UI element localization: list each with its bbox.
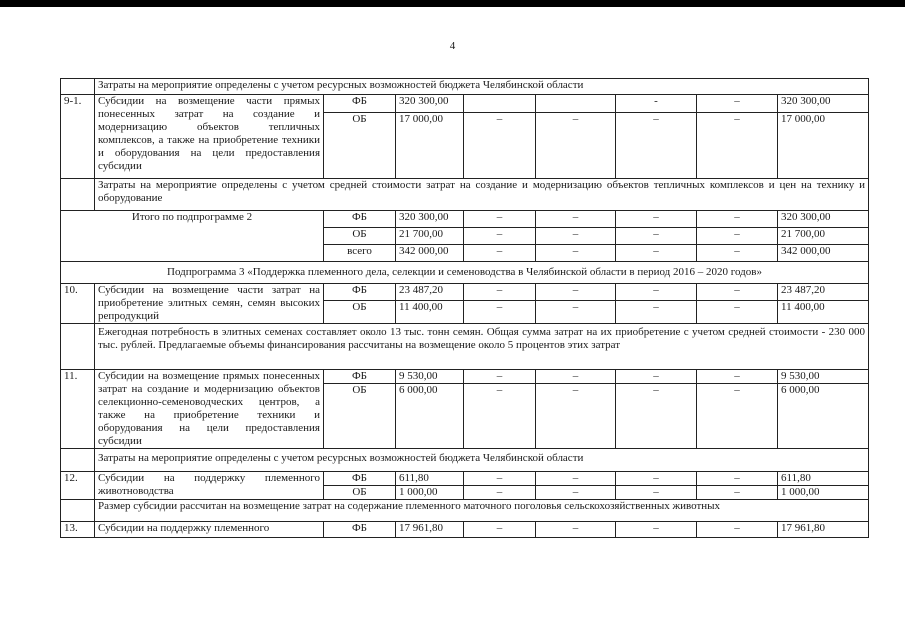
year-cell: – <box>616 245 697 262</box>
year-cell: – <box>536 522 616 538</box>
num-cell <box>61 449 95 472</box>
year-cell: – <box>616 301 697 324</box>
year-cell: – <box>464 486 536 500</box>
amount-cell: 1 000,00 <box>396 486 464 500</box>
table-row <box>61 95 869 113</box>
amount-cell: 9 530,00 <box>396 370 464 384</box>
funding-source: всего <box>324 245 396 262</box>
num-cell <box>61 324 95 370</box>
year-cell: – <box>697 384 778 449</box>
row-number: 12. <box>61 472 95 500</box>
table-row <box>61 449 869 472</box>
year-cell: – <box>464 384 536 449</box>
year-cell: – <box>464 284 536 301</box>
year-cell: – <box>697 370 778 384</box>
row-number: 11. <box>61 370 95 449</box>
funding-source: ФБ <box>324 522 396 538</box>
row-number: 10. <box>61 284 95 324</box>
year-cell: – <box>464 522 536 538</box>
funding-source: ФБ <box>324 284 396 301</box>
year-cell: – <box>697 301 778 324</box>
total-cell: 320 300,00 <box>778 95 869 113</box>
table-row <box>61 370 869 384</box>
table-row <box>61 79 869 95</box>
year-cell <box>464 95 536 113</box>
total-cell: 1 000,00 <box>778 486 869 500</box>
funding-source: ФБ <box>324 95 396 113</box>
year-cell: – <box>616 472 697 486</box>
year-cell: – <box>697 284 778 301</box>
year-cell: – <box>536 301 616 324</box>
amount-cell: 17 000,00 <box>396 113 464 179</box>
funding-source: ОБ <box>324 301 396 324</box>
total-cell: 320 300,00 <box>778 211 869 228</box>
year-cell: – <box>536 284 616 301</box>
year-cell: – <box>536 370 616 384</box>
total-cell: 23 487,20 <box>778 284 869 301</box>
year-cell: – <box>697 228 778 245</box>
row-description: Субсидии на возмещение прямых понесенных затрат на создание и модернизацию объектов селекционно-семеноводческих центров, а также на приобретение техники и оборудования на цели предоставления субсидии <box>95 370 324 449</box>
table-row <box>61 500 869 522</box>
year-cell: – <box>464 113 536 179</box>
amount-cell: 21 700,00 <box>396 228 464 245</box>
row-description: Субсидии на возмещение части затрат на приобретение элитных семян, семян высоких репродукций <box>95 284 324 324</box>
row-number: 9-1. <box>61 95 95 179</box>
year-cell: – <box>697 211 778 228</box>
year-cell: – <box>697 472 778 486</box>
table-row <box>61 284 869 301</box>
year-cell: – <box>616 211 697 228</box>
note-cell: Размер субсидии рассчитан на возмещение затрат на содержание племенного маточного поголовья сельскохозяйственных животных <box>95 500 869 522</box>
note-cell: Затраты на мероприятие определены с учетом ресурсных возможностей бюджета Челябинской области <box>95 79 869 95</box>
total-cell: 611,80 <box>778 472 869 486</box>
table-row <box>61 472 869 486</box>
amount-cell: 342 000,00 <box>396 245 464 262</box>
year-cell: – <box>536 113 616 179</box>
year-cell: – <box>464 245 536 262</box>
year-cell <box>536 95 616 113</box>
row-description: Субсидии на поддержку племенного <box>95 522 324 538</box>
table-row <box>61 522 869 538</box>
year-cell: – <box>616 284 697 301</box>
year-cell: – <box>464 472 536 486</box>
amount-cell: 17 961,80 <box>396 522 464 538</box>
subprogram-heading: Подпрограмма 3 «Поддержка племенного дела, селекции и семеноводства в Челябинской области в период 2016 – 2020 годов» <box>61 262 869 284</box>
year-cell: – <box>697 486 778 500</box>
num-cell <box>61 179 95 211</box>
subtotal-label: Итого по подпрограмме 2 <box>61 211 324 262</box>
table-row <box>61 179 869 211</box>
note-cell: Затраты на мероприятие определены с учетом средней стоимости затрат на создание и модернизацию объектов тепличных комплексов и цен на технику и оборудование <box>95 179 869 211</box>
year-cell: – <box>697 95 778 113</box>
total-cell: 6 000,00 <box>778 384 869 449</box>
table-row <box>61 324 869 370</box>
num-cell <box>61 500 95 522</box>
year-cell: – <box>536 472 616 486</box>
total-cell: 17 961,80 <box>778 522 869 538</box>
row-description: Субсидии на поддержку племенного животноводства <box>95 472 324 500</box>
year-cell: – <box>464 370 536 384</box>
total-cell: 21 700,00 <box>778 228 869 245</box>
year-cell: – <box>536 211 616 228</box>
year-cell: – <box>616 384 697 449</box>
funding-source: ОБ <box>324 228 396 245</box>
year-cell: - <box>616 95 697 113</box>
year-cell: – <box>616 486 697 500</box>
note-cell: Затраты на мероприятие определены с учетом ресурсных возможностей бюджета Челябинской области <box>95 449 869 472</box>
amount-cell: 611,80 <box>396 472 464 486</box>
funding-source: ОБ <box>324 384 396 449</box>
year-cell: – <box>616 522 697 538</box>
table-row <box>61 211 869 228</box>
amount-cell: 23 487,20 <box>396 284 464 301</box>
total-cell: 9 530,00 <box>778 370 869 384</box>
amount-cell: 320 300,00 <box>396 95 464 113</box>
total-cell: 342 000,00 <box>778 245 869 262</box>
year-cell: – <box>697 522 778 538</box>
year-cell: – <box>464 228 536 245</box>
year-cell: – <box>616 370 697 384</box>
year-cell: – <box>464 211 536 228</box>
year-cell: – <box>616 113 697 179</box>
year-cell: – <box>536 228 616 245</box>
funding-source: ФБ <box>324 472 396 486</box>
funding-source: ФБ <box>324 211 396 228</box>
program-table <box>60 78 869 538</box>
top-border-bar <box>0 0 905 7</box>
amount-cell: 11 400,00 <box>396 301 464 324</box>
total-cell: 17 000,00 <box>778 113 869 179</box>
total-cell: 11 400,00 <box>778 301 869 324</box>
year-cell: – <box>536 384 616 449</box>
year-cell: – <box>697 113 778 179</box>
row-number: 13. <box>61 522 95 538</box>
row-description: Субсидии на возмещение части прямых понесенных затрат на создание и модернизацию объектов тепличных комплексов, а также на приобретение техники и оборудования на цели предоставления субсидии <box>95 95 324 179</box>
year-cell: – <box>536 486 616 500</box>
table-row <box>61 262 869 284</box>
funding-source: ОБ <box>324 486 396 500</box>
note-cell: Ежегодная потребность в элитных семенах составляет около 13 тыс. тонн семян. Общая сумма затрат на их приобретение с учетом средней стоимости - 230 000 тыс. рублей. Предлагаемые объемы финансирования рассчитаны на возмещение около 5 процентов этих затрат <box>95 324 869 370</box>
year-cell: – <box>464 301 536 324</box>
funding-source: ФБ <box>324 370 396 384</box>
funding-source: ОБ <box>324 113 396 179</box>
amount-cell: 6 000,00 <box>396 384 464 449</box>
year-cell: – <box>616 228 697 245</box>
num-cell <box>61 79 95 95</box>
page-number: 4 <box>449 40 456 52</box>
year-cell: – <box>536 245 616 262</box>
amount-cell: 320 300,00 <box>396 211 464 228</box>
year-cell: – <box>697 245 778 262</box>
